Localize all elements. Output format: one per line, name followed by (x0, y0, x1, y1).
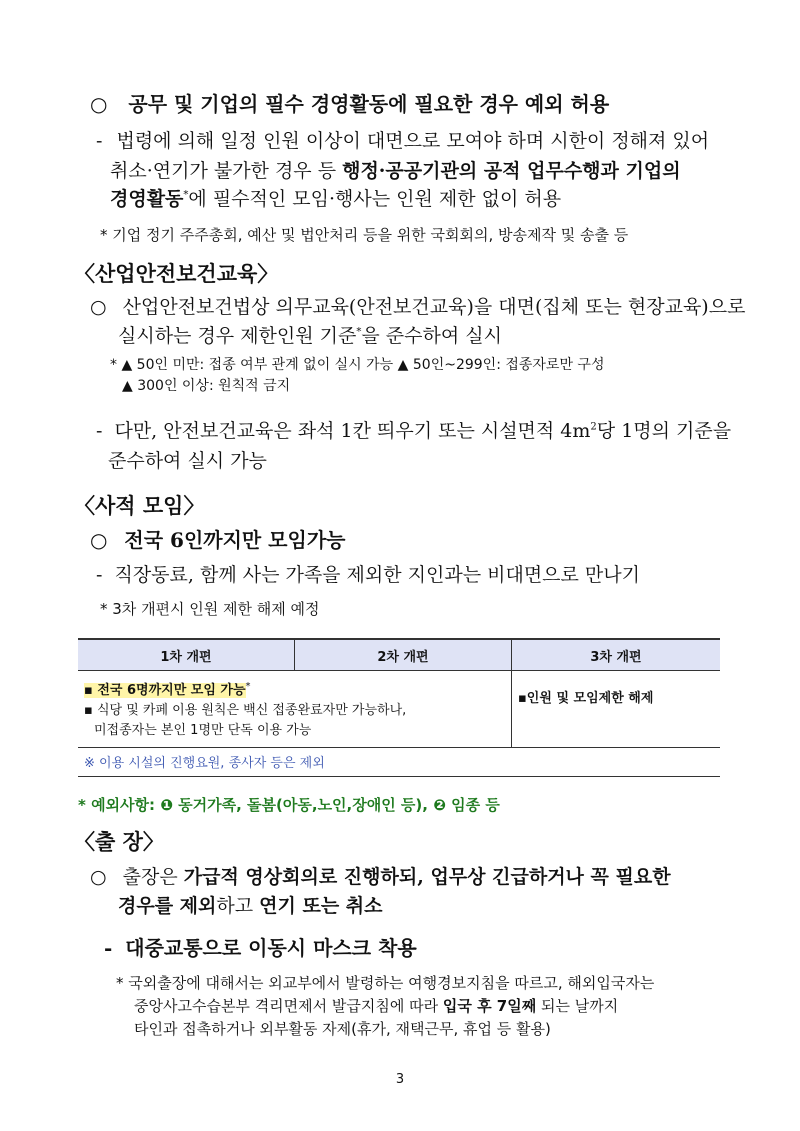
table-footnote: ※ 이용 시설의 진행요원, 종사자 등은 제외 (78, 748, 720, 777)
section1-sub-text3b: 에 필수적인 모임·행사는 인원 제한 없이 허용 (188, 188, 562, 210)
section2-bullet-line1 (90, 292, 745, 319)
table-cell-phase1 (78, 671, 512, 748)
section2-heading: 〈산업안전보건교육〉 (74, 262, 279, 286)
section2-note-line1: * ▲ 50인 미만: 접종 여부 관계 없이 실시 가능 ▲ 50인~299인: 접종자로만 구성 (110, 357, 605, 373)
dash-marker: - (96, 564, 103, 586)
section2-text1: 산업안전보건법상 의무교육(안전보건교육)을 대면(집체 또는 현장교육)으로 (122, 296, 746, 318)
section4-note-text2a: 중앙사고수습본부 격리면제서 발급지침에 따라 (134, 997, 443, 1015)
table-footnote-row (78, 748, 720, 777)
revision-table (78, 638, 720, 777)
section3-title-line (90, 524, 345, 553)
highlighted-text: ▪ 전국 6명까지만 모임 가능 (84, 683, 246, 699)
section4-note-line2 (134, 995, 618, 1016)
table-header: 3차 개편 (512, 639, 721, 671)
section1-sub-line1 (96, 126, 709, 153)
superscript-2: 2 (590, 421, 597, 433)
section1-title: 공무 및 기업의 필수 경영활동에 필요한 경우 예외 허용 (128, 92, 610, 116)
section3-note: * 3차 개편시 인원 제한 해제 예정 (100, 600, 320, 618)
section1-sub-line3 (110, 184, 561, 211)
section1-sub-text2b: 행정·공공기관의 공적 업무수행과 기업의 (342, 160, 681, 182)
section1-sub-text1: 법령에 의해 일정 인원 이상이 대면으로 모여야 하며 시한이 정해져 있어 (116, 130, 710, 152)
section2-bullet-line2 (118, 321, 502, 348)
section4-text1b: 가급적 영상회의로 진행하되, 업무상 긴급하거나 꼭 필요한 (183, 866, 671, 888)
section4-note-line3: 타인과 접촉하거나 외부활동 자제(휴가, 재택근무, 휴업 등 활용) (134, 1020, 551, 1038)
section4-note-line1: * 국외출장에 대해서는 외교부에서 발령하는 여행경보지침을 따르고, 해외입국자는 (116, 974, 655, 992)
page-number: 3 (395, 1072, 405, 1087)
section4-text2a: 경우를 제외 (118, 895, 217, 917)
section4-text2c: 연기 또는 취소 (259, 895, 383, 917)
dash-marker: - (96, 420, 103, 442)
section2-dash-line2: 준수하여 실시 가능 (108, 450, 267, 472)
section4-text2b: 하고 (216, 895, 260, 917)
cell-line: ▪ 식당 및 카페 이용 원칙은 백신 접종완료자만 가능하나, (84, 703, 407, 719)
footnote-marker: * (245, 681, 251, 692)
table-header: 1차 개편 (78, 639, 295, 671)
section4-dash-line (104, 932, 417, 961)
table-row (78, 671, 720, 748)
dash-marker: - (96, 130, 103, 152)
section1-title-line (90, 88, 609, 117)
section2-dash-text1b: 당 1명의 기준을 (596, 420, 732, 442)
bullet-circle: ○ (90, 528, 108, 552)
bullet-circle: ○ (90, 92, 108, 116)
section4-dash-text: 대중교통으로 이동시 마스크 착용 (125, 936, 417, 960)
bullet-circle: ○ (90, 296, 107, 318)
section2-dash-line1 (96, 416, 731, 443)
section1-sub-line2 (110, 156, 681, 183)
section4-note-text2b: 입국 후 7일째 (442, 997, 537, 1015)
cell-line: ▪인원 및 모임제한 해제 (518, 691, 654, 706)
section3-sub-line (96, 560, 640, 587)
section4-bullet-line1 (90, 862, 671, 889)
section4-note-text2c: 되는 날까지 (536, 997, 619, 1015)
section2-dash-text1a: 다만, 안전보건교육은 좌석 1칸 띄우기 또는 시설면적 4m (114, 420, 591, 442)
footnote-marker: * (356, 326, 362, 338)
table-header-row (78, 639, 720, 671)
section2-text2b: 을 준수하여 실시 (361, 325, 502, 347)
exceptions-note: * 예외사항: ❶ 동거가족, 돌봄(아동,노인,장애인 등), ❷ 임종 등 (78, 796, 500, 814)
section3-heading: 〈사적 모임〉 (74, 494, 205, 518)
section3-sub-text: 직장동료, 함께 사는 가족을 제외한 지인과는 비대면으로 만나기 (114, 564, 640, 586)
cell-line (84, 677, 505, 701)
table-cell-phase3 (512, 671, 721, 748)
section2-note-line2: ▲ 300인 이상: 원칙적 금지 (122, 378, 291, 394)
cell-line: 미접종자는 본인 1명만 단독 이용 가능 (94, 723, 312, 739)
section4-bullet-line2 (118, 891, 383, 918)
section2-text2a: 실시하는 경우 제한인원 기준 (118, 325, 357, 347)
section1-sub-text2a: 취소·연기가 불가한 경우 등 (110, 160, 343, 182)
section3-title: 전국 6인까지만 모임가능 (124, 528, 346, 552)
bullet-circle: ○ (90, 866, 107, 888)
section1-note: * 기업 정기 주주총회, 예산 및 법안처리 등을 위한 국회회의, 방송제작 및 송출 등 (100, 226, 629, 244)
section4-text1a: 출장은 (122, 866, 184, 888)
section1-sub-text3a: 경영활동 (110, 188, 184, 210)
footnote-marker: * (183, 189, 189, 201)
section4-heading: 〈출 장〉 (74, 830, 164, 854)
table-header: 2차 개편 (295, 639, 512, 671)
dash-marker: - (104, 936, 113, 960)
